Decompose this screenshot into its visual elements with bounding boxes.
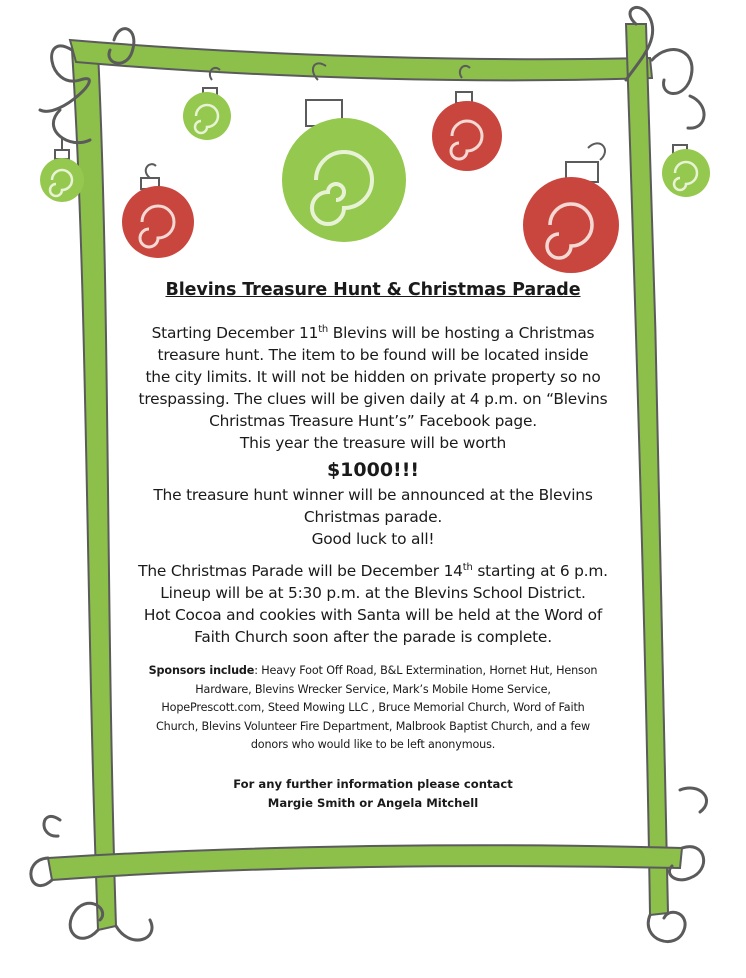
hunt-line: trespassing. The clues will be given daily at 4 p.m. on “Blevins bbox=[138, 390, 608, 408]
hunt-line: Christmas Treasure Hunt’s” Facebook page. bbox=[209, 412, 537, 430]
parade-date-text: The Christmas Parade will be December 14 bbox=[138, 562, 463, 580]
parade-date-suffix: th bbox=[462, 561, 473, 573]
hunt-line: Christmas parade. bbox=[303, 508, 443, 526]
parade-section bbox=[112, 560, 634, 648]
parade-line bbox=[112, 560, 634, 582]
sponsors-line: donors who would like to be left anonymous. bbox=[250, 738, 496, 752]
prize-amount: $1000!!! bbox=[326, 459, 420, 481]
contact-section bbox=[112, 775, 634, 812]
parade-line: Hot Cocoa and cookies with Santa will be held at the Word of bbox=[143, 606, 603, 624]
parade-line-end: starting at 6 p.m. bbox=[472, 562, 608, 580]
sponsors-line: HopePrescott.com, Steed Mowing LLC , Bruce Memorial Church, Word of Faith bbox=[161, 701, 585, 715]
hunt-date-suffix: th bbox=[318, 323, 329, 335]
sponsors-line: Hardware, Blevins Wrecker Service, Mark’s Mobile Home Service, bbox=[195, 682, 551, 696]
parade-line: Faith Church soon after the parade is complete. bbox=[194, 628, 552, 646]
ornament-red-top-right bbox=[432, 66, 502, 171]
hunt-line-end: Blevins will be hosting a Christmas bbox=[328, 324, 595, 342]
sponsors-label: Sponsors include bbox=[148, 664, 255, 677]
ornament-green-small-top bbox=[183, 68, 231, 140]
ornament-green-large-center bbox=[282, 63, 406, 242]
contact-names: Margie Smith or Angela Mitchell bbox=[267, 795, 479, 810]
contact-line: For any further information please contact bbox=[233, 776, 513, 791]
sponsors-line bbox=[106, 662, 640, 681]
sponsors-text: : Heavy Foot Off Road, B&L Extermination, Hornet Hut, Henson bbox=[254, 664, 598, 677]
sponsors-section bbox=[106, 662, 640, 755]
hunt-line: treasure hunt. The item to be found will be located inside bbox=[157, 346, 589, 364]
hunt-line: the city limits. It will not be hidden on private property so no bbox=[145, 368, 601, 386]
hunt-line: The treasure hunt winner will be announced at the Blevins bbox=[153, 486, 593, 504]
sponsors-line: Church, Blevins Volunteer Fire Department, Malbrook Baptist Church, and a few bbox=[156, 719, 590, 733]
hunt-date-text: Starting December 11 bbox=[151, 324, 319, 342]
ornament-red-large-right bbox=[523, 143, 619, 273]
parade-line: Lineup will be at 5:30 p.m. at the Blevins School District. bbox=[160, 584, 586, 602]
hunt-line: This year the treasure will be worth bbox=[239, 434, 507, 452]
hunt-line: Good luck to all! bbox=[311, 530, 435, 548]
ornament-red-left bbox=[122, 164, 194, 258]
hunt-line bbox=[112, 322, 634, 344]
flyer-content bbox=[112, 276, 634, 812]
ornaments bbox=[40, 63, 710, 273]
flyer-title: Blevins Treasure Hunt & Christmas Parade bbox=[165, 280, 581, 300]
treasure-hunt-section bbox=[112, 322, 634, 550]
ornament-green-small-right bbox=[662, 145, 710, 197]
